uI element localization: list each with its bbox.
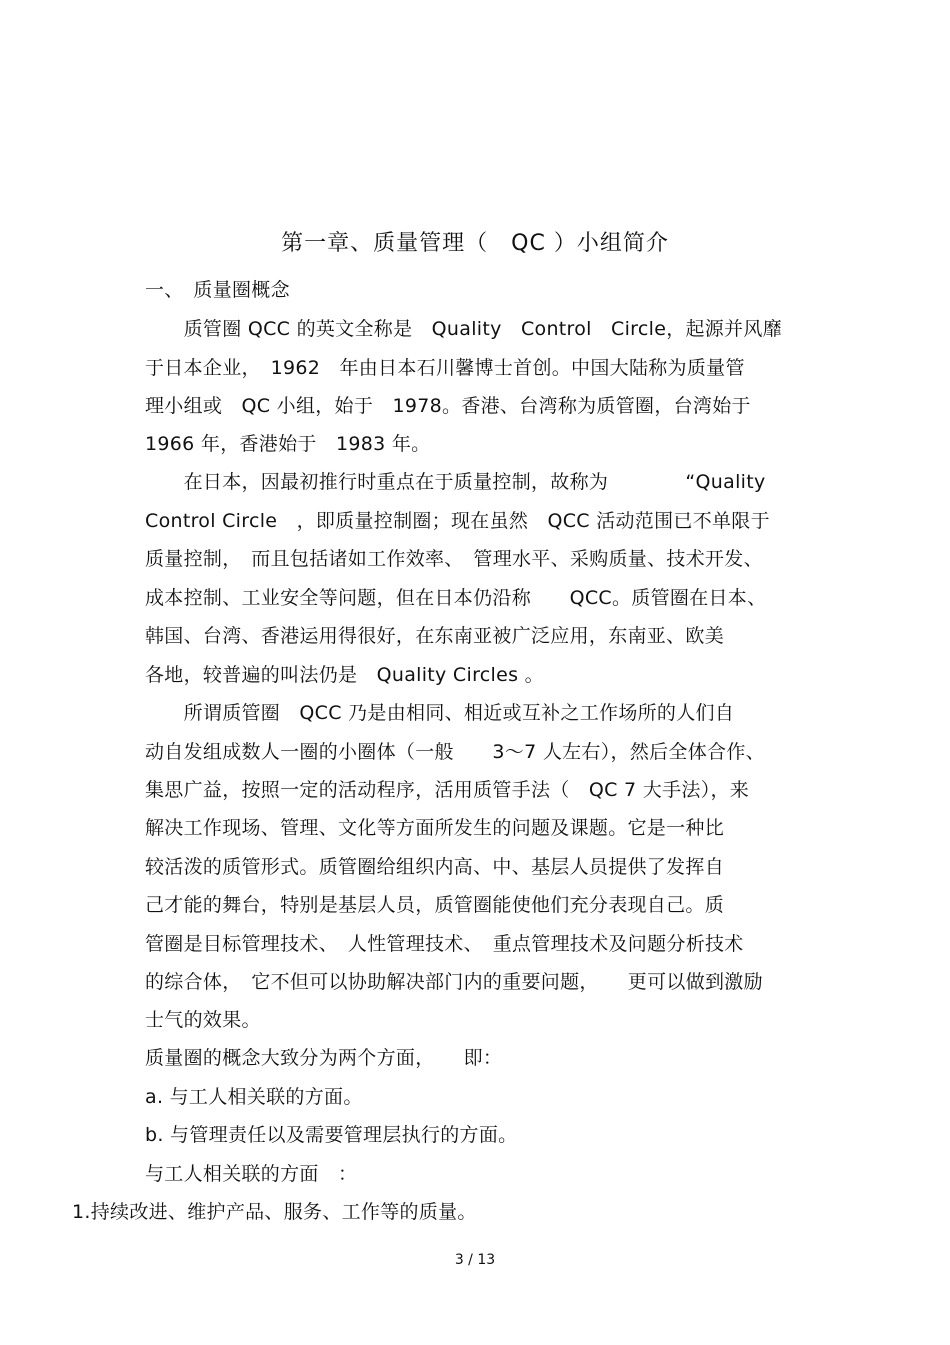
text-line: 质量圈的概念大致分为两个方面， 即： — [145, 1047, 503, 1069]
list-item-b: b. 与管理责任以及需要管理层执行的方面。 — [145, 1124, 518, 1146]
text-line: 己才能的舞台，特别是基层人员，质管圈能使他们充分表现自己。质 — [145, 894, 725, 916]
text-line: 质管圈 QCC 的英文全称是 Quality Control Circle，起源并风靡 — [145, 318, 782, 340]
page-number: 3 / 13 — [454, 1252, 496, 1268]
text-line: Control Circle ，即质量控制圈；现在虽然 QCC 活动范围已不单限于 — [145, 510, 770, 532]
chapter-title: 第一章、质量管理（ QC ）小组简介 — [281, 231, 669, 256]
text-line: 质量控制， 而且包括诸如工作效率、 管理水平、采购质量、技术开发、 — [145, 548, 763, 570]
text-line: 的综合体， 它不但可以协助解决部门内的重要问题， 更可以做到激励 — [145, 971, 763, 993]
text-line: 在日本，因最初推行时重点在于质量控制，故称为 “Quality — [145, 471, 766, 493]
text-line: 动自发组成数人一圈的小圈体（一般 3～7 人左右），然后全体合作、 — [145, 741, 765, 763]
text-line: 成本控制、工业安全等问题，但在日本仍沿称 QCC。质管圈在日本、 — [145, 587, 767, 609]
text-line: 解决工作现场、管理、文化等方面所发生的问题及课题。它是一种比 — [145, 817, 725, 839]
text-line: 与工人相关联的方面 ： — [145, 1163, 358, 1185]
numbered-item-1: 1.持续改进、维护产品、服务、工作等的质量。 — [72, 1201, 477, 1223]
text-line: 理小组或 QC 小组，始于 1978。香港、台湾称为质管圈，台湾始于 — [145, 395, 751, 417]
text-line: 韩国、台湾、香港运用得很好，在东南亚被广泛应用，东南亚、欧美 — [145, 625, 725, 647]
text-line: 较活泼的质管形式。质管圈给组织内高、中、基层人员提供了发挥自 — [145, 856, 725, 878]
text-line: 士气的效果。 — [145, 1009, 261, 1031]
section-heading: 一、 质量圈概念 — [145, 279, 290, 301]
list-item-a: a. 与工人相关联的方面。 — [145, 1086, 363, 1108]
text-line: 1966 年，香港始于 1983 年。 — [145, 433, 431, 455]
text-line: 所谓质管圈 QCC 乃是由相同、相近或互补之工作场所的人们自 — [145, 702, 735, 724]
text-line: 各地，较普遍的叫法仍是 Quality Circles 。 — [145, 664, 544, 686]
text-line: 于日本企业， 1962 年由日本石川馨博士首创。中国大陆称为质量管 — [145, 357, 745, 379]
text-line: 管圈是目标管理技术、 人性管理技术、 重点管理技术及问题分析技术 — [145, 933, 744, 955]
text-line: 集思广益，按照一定的活动程序，活用质管手法（ QC 7 大手法），来 — [145, 779, 750, 801]
